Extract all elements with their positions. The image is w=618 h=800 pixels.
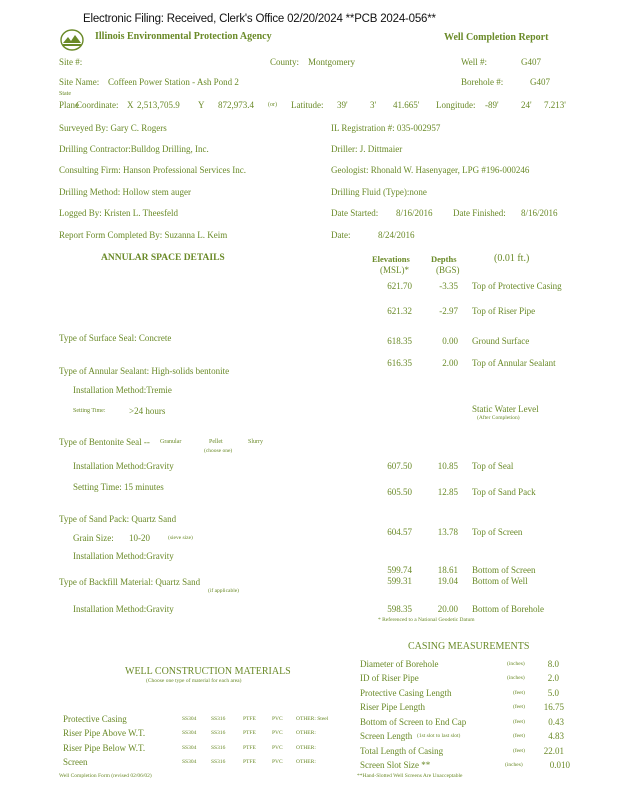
elevation-value: 599.74: [387, 565, 412, 575]
casing-value: 8.0: [547, 659, 559, 669]
material-option: PVC: [272, 730, 283, 736]
material-option: SS316: [211, 730, 226, 736]
material-option: PVC: [272, 716, 283, 722]
annular-sealant: Type of Annular Sealant: High-solids bentonite: [59, 366, 230, 376]
elevation-label: Top of Screen: [472, 527, 523, 537]
bentonite-seal-label: Type of Bentonite Seal --: [59, 437, 150, 447]
coordinate-x-value: 2,513,705.9: [137, 100, 180, 110]
consulting-firm: Consulting Firm: Hanson Professional Services Inc.: [59, 165, 246, 175]
casing-label: Screen Length: [360, 731, 413, 741]
material-option: PVC: [272, 759, 283, 765]
casing-label: Screen Slot Size **: [360, 760, 431, 770]
casing-unit: (inches): [507, 675, 525, 681]
depths-subheader: (BGS): [436, 265, 460, 275]
elevation-value: 605.50: [387, 487, 412, 497]
material-option: PTFE: [243, 716, 256, 722]
elevation-value: 598.35: [387, 604, 412, 614]
elevation-value: 621.70: [387, 281, 412, 291]
borehole-number-value: G407: [530, 77, 550, 87]
choose-one-note: (choose one): [204, 448, 233, 454]
or-label: (or): [268, 102, 277, 108]
elevation-label: Bottom of Well: [472, 576, 528, 586]
date-label: Date:: [331, 230, 351, 240]
elevation-label: Top of Protective Casing: [472, 281, 562, 291]
site-name-label: Site Name:: [59, 77, 100, 87]
material-row-label: Riser Pipe Above W.T.: [63, 728, 146, 738]
elevation-value: 607.50: [387, 461, 412, 471]
material-option: PTFE: [243, 759, 256, 765]
depth-value: -2.97: [439, 306, 458, 316]
depth-value: 0.00: [442, 336, 458, 346]
material-row-label: Riser Pipe Below W.T.: [63, 743, 146, 753]
depths-header: Depths: [431, 254, 457, 264]
casing-value: 22.01: [543, 746, 564, 756]
units-header: (0.01 ft.): [494, 253, 530, 264]
depth-value: 2.00: [442, 358, 458, 368]
installation-method-gravity: Installation Method:Gravity: [73, 461, 174, 471]
well-number-value: G407: [521, 57, 541, 67]
bentonite-option-pellet: Pellet: [209, 439, 223, 445]
material-row-label: Protective Casing: [63, 714, 127, 724]
material-option: PTFE: [243, 745, 256, 751]
materials-subtitle: (Choose one type of material for each area): [146, 678, 242, 684]
materials-title: WELL CONSTRUCTION MATERIALS: [125, 666, 291, 677]
hand-slotted-note: **Hand-Slotted Well Screens Are Unacceptable: [357, 773, 463, 779]
depth-value: 12.85: [437, 487, 458, 497]
depth-value: 13.78: [437, 527, 458, 537]
casing-value: 16.75: [543, 702, 564, 712]
elevation-label: Bottom of Screen: [472, 565, 536, 575]
latitude-label: Latitude:: [291, 100, 324, 110]
material-option: PVC: [272, 745, 283, 751]
elevations-subheader: (MSL)*: [380, 265, 409, 275]
depth-value: 19.04: [437, 576, 458, 586]
elevation-value: 618.35: [387, 336, 412, 346]
material-option: OTHER: Steel: [296, 716, 329, 722]
setting-time-value: >24 hours: [129, 406, 166, 416]
depth-value: 20.00: [437, 604, 458, 614]
elevation-label: Top of Sand Pack: [472, 487, 536, 497]
casing-label: Total Length of Casing: [360, 746, 444, 756]
elevation-label: Top of Riser Pipe: [472, 306, 536, 316]
date-value: 8/24/2016: [378, 230, 415, 240]
elevation-value: 621.32: [387, 306, 412, 316]
elevation-label: Ground Surface: [472, 336, 530, 346]
material-option: OTHER:: [296, 730, 316, 736]
backfill-material: Type of Backfill Material: Quartz Sand: [59, 577, 201, 587]
surface-seal: Type of Surface Seal: Concrete: [59, 333, 172, 343]
elevation-label: Top of Seal: [472, 461, 514, 471]
longitude-seconds: 7.213': [544, 100, 566, 110]
bentonite-option-slurry: Slurry: [248, 439, 263, 445]
elevation-value: 616.35: [387, 358, 412, 368]
casing-label: Bottom of Screen to End Cap: [360, 717, 467, 727]
longitude-minutes: 24': [521, 100, 532, 110]
latitude-minutes: 3': [370, 100, 377, 110]
casing-value: 0.010: [549, 760, 570, 770]
setting-time-label: Setting Time:: [73, 408, 106, 414]
casing-label-note: (1st slot to last slot): [417, 733, 461, 739]
casing-unit: (inches): [505, 762, 523, 768]
depth-value: 10.85: [437, 461, 458, 471]
coordinate-x-label: X: [127, 100, 134, 110]
latitude-seconds: 41.665': [393, 100, 420, 110]
material-option: SS304: [182, 759, 197, 765]
grain-size-label: Grain Size:: [73, 533, 114, 543]
well-number-label: Well #:: [461, 57, 488, 67]
sieve-size-note: (sieve size): [168, 535, 193, 541]
casing-measurements-title: CASING MEASUREMENTS: [408, 641, 530, 652]
depth-value: -3.35: [439, 281, 458, 291]
elevation-value: 599.31: [387, 576, 412, 586]
material-option: SS316: [211, 759, 226, 765]
casing-label: Riser Pipe Length: [360, 702, 425, 712]
after-completion-note: (After Completion): [477, 415, 520, 421]
casing-value: 2.0: [547, 673, 559, 683]
electronic-filing-stamp: Electronic Filing: Received, Clerk's Office 02/20/2024 **PCB 2024-056**: [83, 13, 436, 25]
annular-space-title: ANNULAR SPACE DETAILS: [101, 253, 225, 263]
static-water-level: Static Water Level: [472, 404, 539, 414]
casing-label: ID of Riser Pipe: [360, 673, 419, 683]
material-option: OTHER:: [296, 759, 316, 765]
casing-value: 4.83: [548, 731, 564, 741]
driller: Driller: J. Dittmaier: [331, 144, 403, 154]
material-option: SS304: [182, 730, 197, 736]
if-applicable-note: (if applicable): [208, 588, 239, 594]
casing-unit: (feet): [513, 733, 525, 739]
casing-unit: (feet): [513, 748, 525, 754]
casing-unit: (feet): [513, 690, 525, 696]
borehole-number-label: Borehole #:: [461, 77, 504, 87]
installation-method-gravity: Installation Method:Gravity: [73, 551, 174, 561]
elevation-label: Bottom of Borehole: [472, 604, 544, 614]
date-started-value: 8/16/2016: [396, 208, 433, 218]
casing-unit: (feet): [513, 719, 525, 725]
sand-pack: Type of Sand Pack: Quartz Sand: [59, 514, 177, 524]
material-row-label: Screen: [63, 757, 88, 767]
report-title: Well Completion Report: [444, 32, 549, 43]
elevation-label: Top of Annular Sealant: [472, 358, 556, 368]
casing-unit: (inches): [507, 661, 525, 667]
il-registration: IL Registration #: 035-002957: [331, 123, 441, 133]
date-started-label: Date Started:: [331, 208, 379, 218]
site-number-label: Site #:: [59, 57, 83, 67]
geologist: Geologist: Rhonald W. Hasenyager, LPG #196-000246: [331, 165, 530, 175]
bentonite-option-granular: Granular: [160, 439, 182, 445]
state-plane-label: Plane: [59, 100, 79, 110]
casing-unit: (feet): [513, 704, 525, 710]
casing-value: 5.0: [547, 688, 559, 698]
site-name-value: Coffeen Power Station - Ash Pond 2: [108, 77, 239, 87]
surveyed-by: Surveyed By: Gary C. Rogers: [59, 123, 167, 133]
drilling-contractor: Drilling Contractor:Bulldog Drilling, Inc.: [59, 144, 209, 154]
longitude-label: Longitude:: [436, 100, 476, 110]
state-plane-label-top: State: [59, 91, 71, 97]
material-option: SS316: [211, 745, 226, 751]
date-finished-label: Date Finished:: [453, 208, 506, 218]
latitude-degrees: 39': [337, 100, 348, 110]
county-value: Montgomery: [308, 57, 355, 67]
material-option: PTFE: [243, 730, 256, 736]
elevation-value: 604.57: [387, 527, 412, 537]
illinois-epa-logo-icon: [60, 29, 84, 51]
drilling-method: Drilling Method: Hollow stem auger: [59, 187, 191, 197]
installation-method-gravity: Installation Method:Gravity: [73, 604, 174, 614]
material-option: OTHER:: [296, 745, 316, 751]
form-revised-note: Well Completion Form (revised 02/06/02): [59, 773, 152, 779]
casing-label: Protective Casing Length: [360, 688, 452, 698]
material-option: SS304: [182, 745, 197, 751]
elevations-header: Elevations: [372, 254, 410, 264]
setting-time-15: Setting Time: 15 minutes: [73, 482, 164, 492]
material-option: SS316: [211, 716, 226, 722]
coordinate-label: Coordinate:: [76, 100, 119, 110]
coordinate-y-value: 872,973.4: [218, 100, 254, 110]
grain-size-value: 10-20: [129, 533, 150, 543]
casing-value: 0.43: [548, 717, 564, 727]
datum-note: * Referenced to a National Geodetic Datum: [378, 617, 475, 623]
depth-value: 18.61: [437, 565, 458, 575]
installation-method-tremie: Installation Method:Tremie: [73, 385, 172, 395]
casing-label: Diameter of Borehole: [360, 659, 439, 669]
material-option: SS304: [182, 716, 197, 722]
longitude-degrees: -89': [485, 100, 499, 110]
county-label: County:: [270, 57, 300, 67]
coordinate-y-label: Y: [198, 100, 205, 110]
agency-name: Illinois Environmental Protection Agency: [95, 31, 272, 42]
logged-by: Logged By: Kristen L. Theesfeld: [59, 208, 179, 218]
drilling-fluid: Drilling Fluid (Type):none: [331, 187, 427, 197]
date-finished-value: 8/16/2016: [521, 208, 558, 218]
report-completed-by: Report Form Completed By: Suzanna L. Keim: [59, 230, 228, 240]
